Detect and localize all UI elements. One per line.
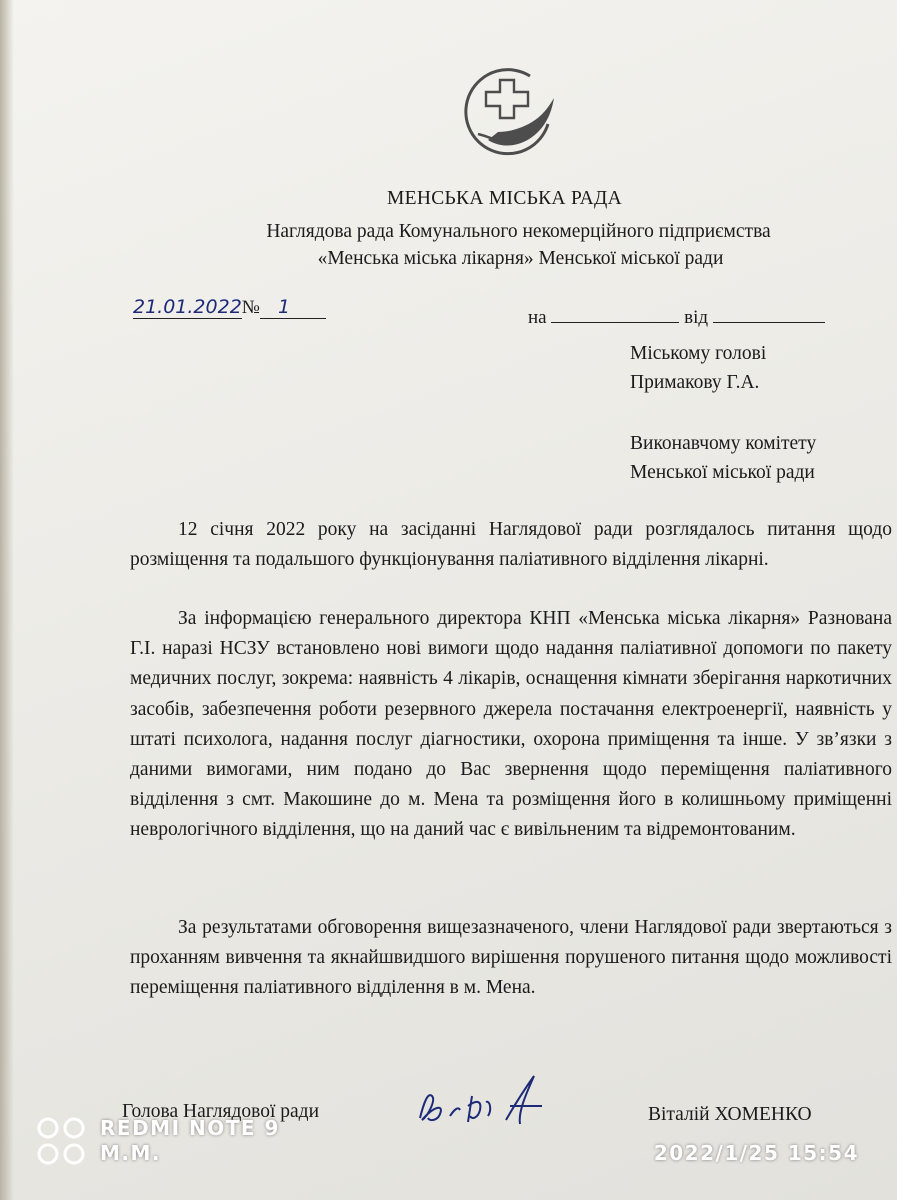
outgoing-registration bbox=[133, 296, 326, 319]
paragraph-text: За інформацією генерального директора КНП «Менська міська лікарня» Разнована Г.І. наразі НСЗУ встановлено нові вимоги щодо надання паліативної допомоги по пакету медичних послуг, зокрема: наявність 4 лікарів, оснащення кімнати зберігання наркотичних засобів, забезпечення роботи резервного джерела постачання електроенергії, наявність у штаті психолога, надання послуг діагностики, охорона приміщення та інше. У зв’язки з даними вимогами, ним подано до Вас звернення щодо переміщення паліативного відділення з смт. Макошине до м. Мена та розміщення його в колишньому приміщенні неврологічного відділення, що на даний час є вивільненим та відремонтованим. bbox=[130, 608, 892, 841]
watermark-mm: M.M. bbox=[100, 1141, 161, 1165]
paragraph-text: 12 січня 2022 року на засіданні Наглядової ради розглядалось питання щодо розміщення та подальшого функціонування паліативного відділення лікарні. bbox=[130, 519, 892, 571]
handwritten-number: 1 bbox=[260, 296, 326, 319]
incoming-reference bbox=[528, 306, 825, 329]
on-label: на bbox=[528, 307, 547, 328]
watermark-device-model: REDMI NOTE 9 bbox=[100, 1116, 280, 1140]
hospital-title: «Менська міська лікарня» Менської міської ради bbox=[317, 248, 724, 269]
medical-cross-hand-logo bbox=[452, 62, 564, 162]
council-title: МЕНСЬКА МІСЬКА РАДА bbox=[386, 188, 622, 209]
body-paragraph bbox=[130, 913, 892, 1004]
board-title: Наглядова рада Комунального некомерційного підприємства bbox=[266, 221, 771, 242]
number-sign: № bbox=[241, 297, 260, 318]
body-paragraph bbox=[130, 604, 892, 846]
from-label: від bbox=[684, 307, 709, 328]
watermark-datetime: 2022/1/25 15:54 bbox=[653, 1141, 859, 1165]
paper-edge-shadow bbox=[0, 0, 14, 1200]
body-paragraph bbox=[130, 515, 892, 575]
from-blank-line bbox=[713, 306, 825, 323]
on-blank-line bbox=[551, 306, 679, 323]
handwritten-signature bbox=[410, 1066, 560, 1136]
addressee-line: Виконавчому комітету bbox=[630, 433, 817, 454]
signatory-name: Віталій ХОМЕНКО bbox=[648, 1104, 812, 1125]
addressee-line: Менської міської ради bbox=[630, 462, 815, 483]
handwritten-date: 21.01.2022 bbox=[133, 296, 242, 318]
addressee-line: Примакову Г.А. bbox=[630, 372, 760, 393]
addressee-line: Міському голові bbox=[630, 343, 767, 364]
camera-brand-dots-icon bbox=[36, 1116, 88, 1166]
paragraph-text: За результатами обговорення вищезазначеного, члени Наглядової ради звертаються з проханням вивчення та якнайшвидшого вирішення порушеного питання щодо можливості переміщення паліативного відділення в м. Мена. bbox=[130, 917, 892, 999]
signatory-position: Голова Наглядової ради bbox=[122, 1101, 320, 1122]
